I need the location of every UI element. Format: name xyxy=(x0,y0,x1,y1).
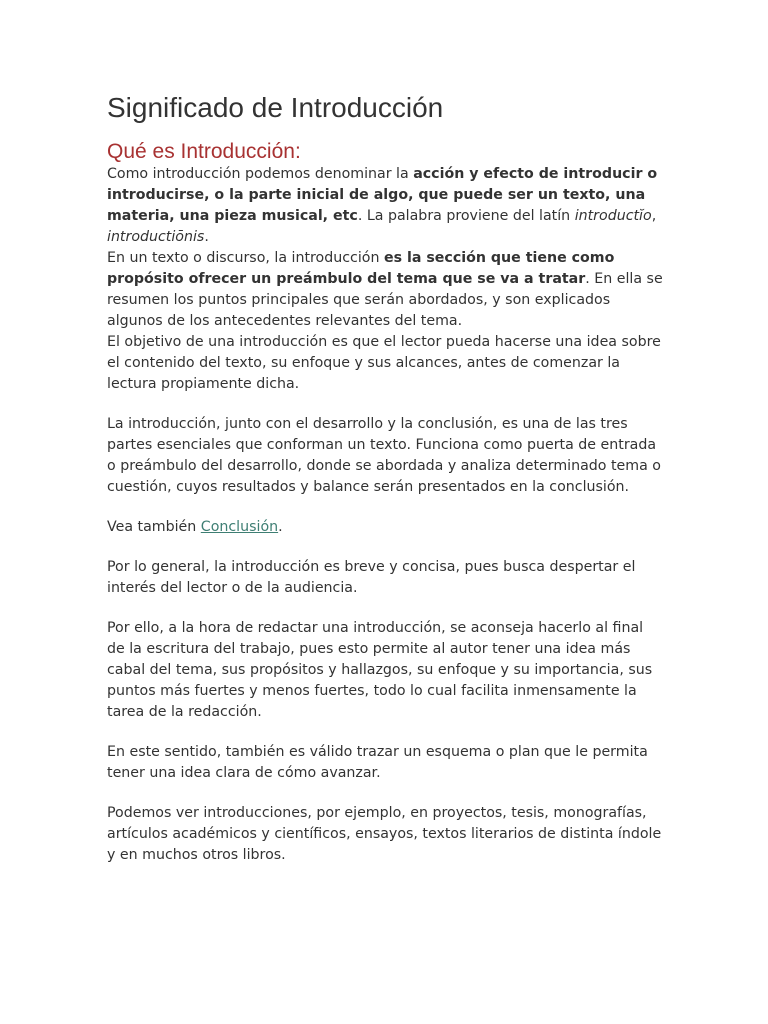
paragraph-text-section xyxy=(107,248,663,332)
paragraph-see-also xyxy=(107,517,663,538)
paragraph-definition xyxy=(107,164,663,248)
paragraph-writing-advice: Por ello, a la hora de redactar una introducción, se aconseja hacerlo al final de la escritura del trabajo, pues esto permite al autor tener una idea más cabal del tema, sus propósitos y hallazgos, su enfoque y su importancia, sus puntos más fuertes y menos fuertes, todo lo cual facilita inmensamente la tarea de la redacción. xyxy=(107,620,653,720)
text-span: . La palabra proviene del latín xyxy=(357,208,575,224)
paragraph-outline: En este sentido, también es válido trazar un esquema o plan que le permita tener una idea clara de cómo avanzar. xyxy=(107,744,648,781)
text-span: Como introducción podemos denominar la xyxy=(107,166,414,182)
page-title: Significado de Introducción xyxy=(107,92,444,123)
paragraph-objective: El objetivo de una introducción es que el lector pueda hacerse una idea sobre el contenido del texto, su enfoque y sus alcances, antes de comenzar la lectura propiamente dicha. xyxy=(107,334,661,392)
article xyxy=(107,88,663,866)
text-span: . En ella se resumen los puntos principales que serán abordados, y son explicados algunos de los antecedentes relevantes del tema. xyxy=(107,271,663,329)
section-subtitle: Qué es Introducción: xyxy=(107,140,301,163)
conclusion-link[interactable]: Conclusión xyxy=(200,519,279,535)
italic-span: introductiōnis xyxy=(107,229,205,245)
paragraph-brief: Por lo general, la introducción es breve y concisa, pues busca despertar el interés del lector o de la audiencia. xyxy=(107,559,636,596)
text-span: . xyxy=(278,519,283,535)
paragraph-parts: La introducción, junto con el desarrollo y la conclusión, es una de las tres partes esenciales que conforman un texto. Funciona como puerta de entrada o preámbulo del desarrollo, donde se abordada y analiza determinado tema o cuestión, cuyos resultados y balance serán presentados en la conclusión. xyxy=(107,416,661,495)
paragraph-examples: Podemos ver introducciones, por ejemplo, en proyectos, tesis, monografías, artículos académicos y científicos, ensayos, textos literarios de distinta índole y en muchos otros libros. xyxy=(107,805,662,863)
text-span: En un texto o discurso, la introducción xyxy=(107,250,384,266)
bold-span: acción y efecto de introducir o introducirse, o la parte inicial de algo, que puede ser un texto, una materia, una pieza musical, etc xyxy=(107,166,658,224)
text-span: , xyxy=(651,208,657,224)
text-span: . xyxy=(204,229,209,245)
bold-span: es la sección que tiene como propósito ofrecer un preámbulo del tema que se va a tratar xyxy=(107,250,615,287)
italic-span: introductĭo xyxy=(574,208,652,224)
text-span: Vea también xyxy=(107,519,201,535)
